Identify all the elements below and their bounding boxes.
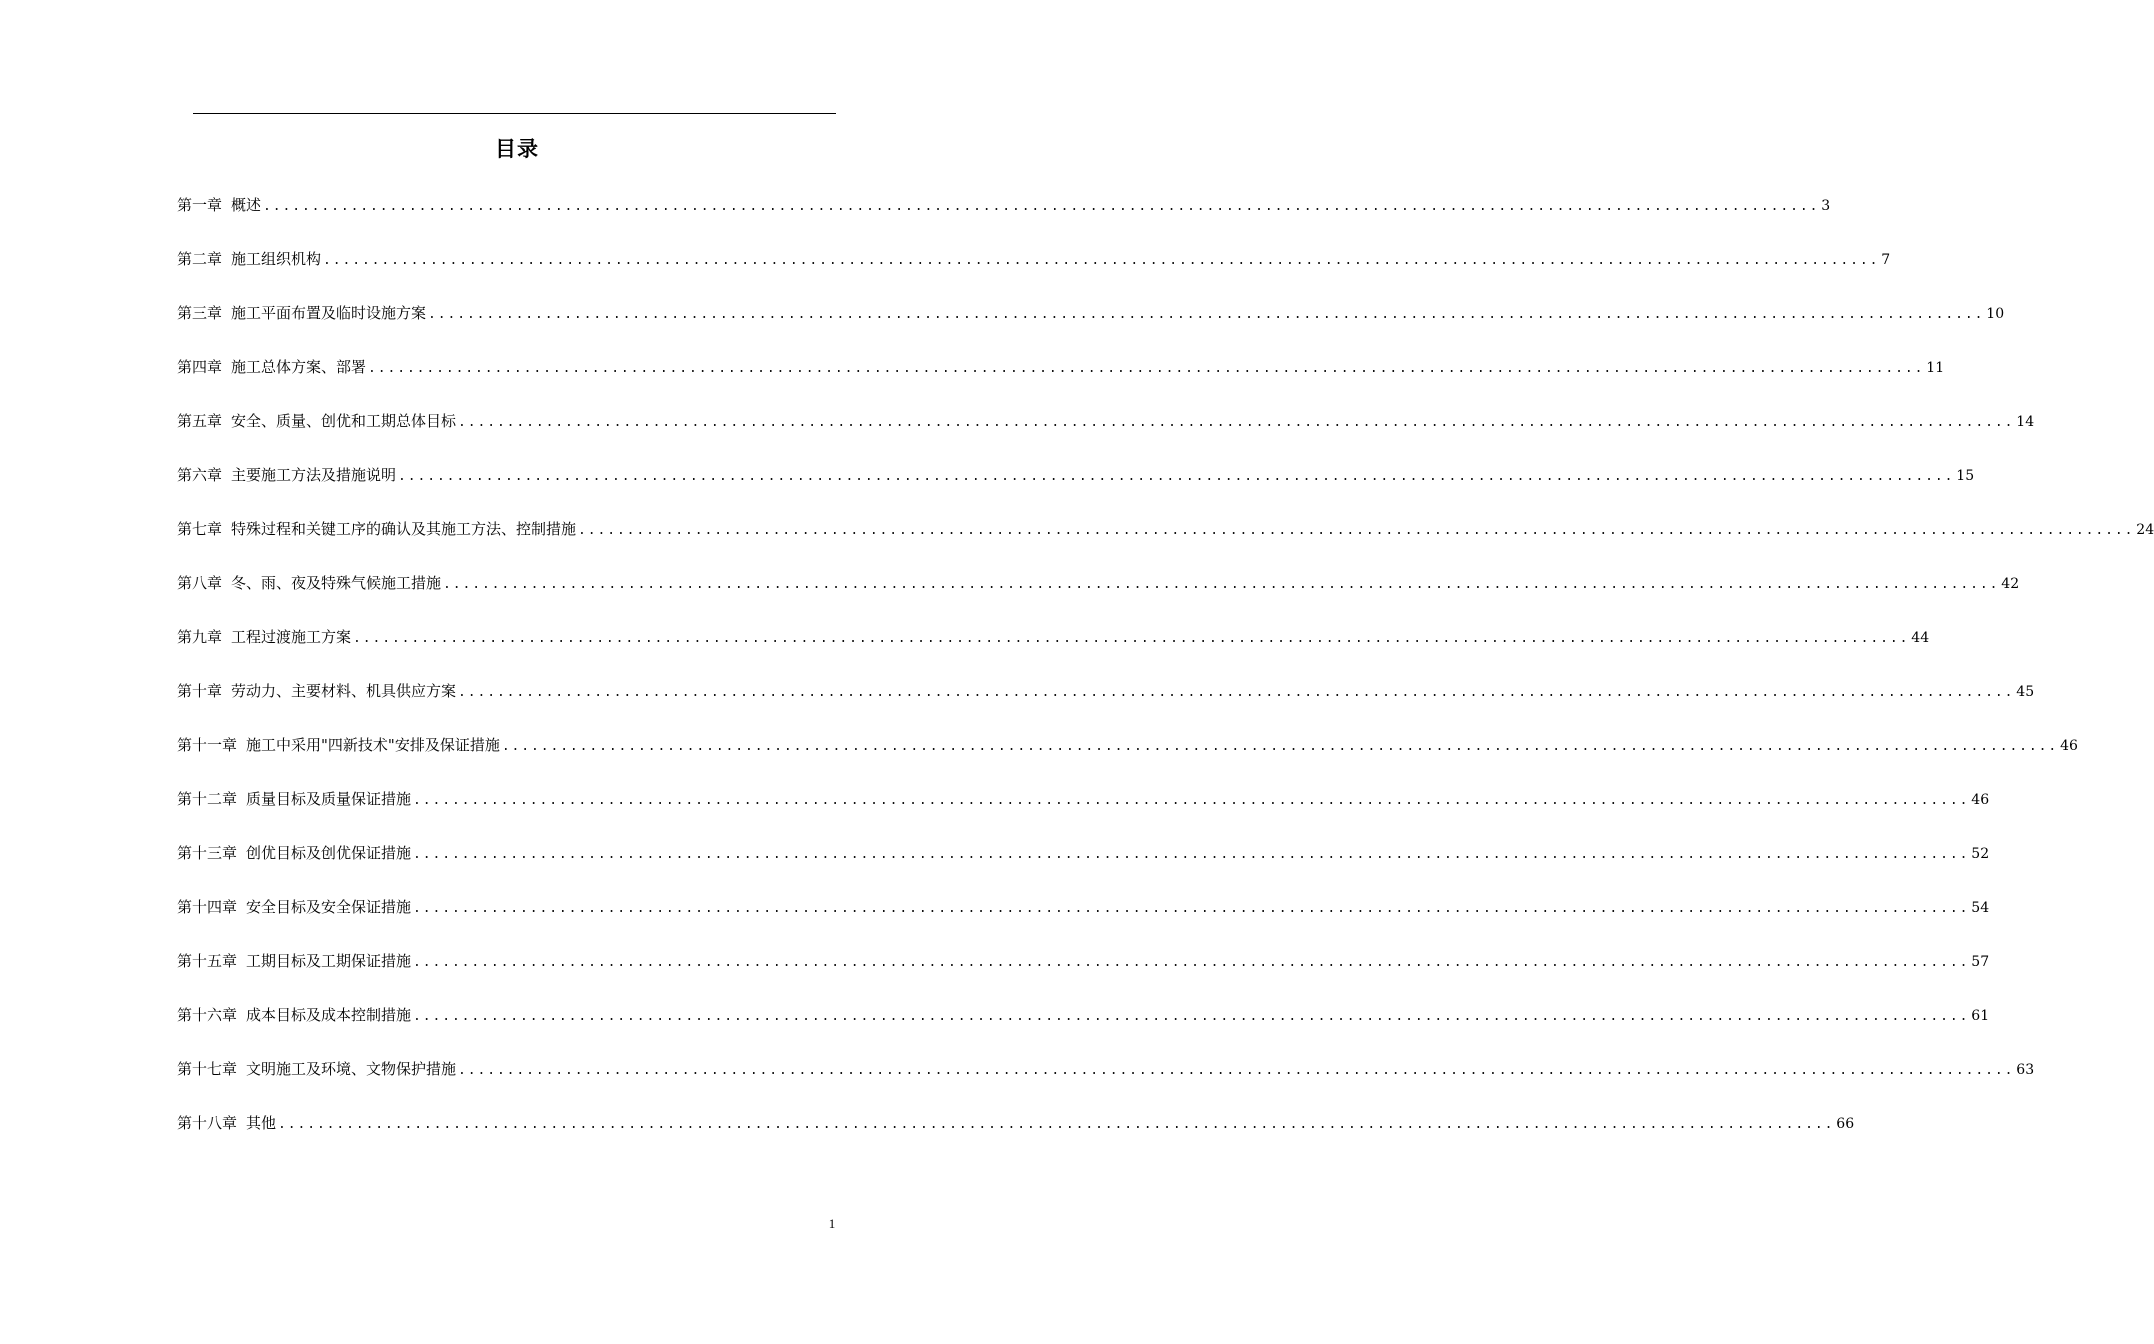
toc-entry[interactable] (177, 679, 2035, 733)
toc-page-number: 44 (1911, 630, 1930, 646)
toc-dot-leader: ................................................................................................................................................................ (501, 739, 2059, 754)
toc-heading: 劳动力、主要材料、机具供应方案 (231, 682, 457, 700)
toc-page-number: 3 (1821, 198, 1831, 214)
toc-dot-leader: ................................................................................................................................................................ (458, 1063, 2015, 1078)
toc-heading: 冬、雨、夜及特殊气候施工措施 (231, 574, 442, 592)
toc-entry[interactable] (177, 841, 1990, 895)
toc-heading: 质量目标及质量保证措施 (246, 790, 412, 808)
toc-entry[interactable] (177, 1057, 2035, 1111)
toc-chapter-label: 第十二章 (177, 790, 238, 808)
toc-entry[interactable] (177, 355, 1945, 409)
toc-chapter-label: 第九章 (177, 628, 223, 646)
toc-dot-leader: ................................................................................................................................................................ (398, 469, 1955, 484)
page-number: 1 (828, 1216, 836, 1231)
toc-entry[interactable] (177, 625, 1930, 679)
toc-dot-leader: ................................................................................................................................................................ (353, 631, 1910, 646)
toc-heading: 创优目标及创优保证措施 (246, 844, 412, 862)
toc-entry[interactable] (177, 949, 1990, 1003)
toc-page-number: 7 (1881, 252, 1891, 268)
toc-page-number: 54 (1971, 900, 1990, 916)
toc-page-number: 46 (2060, 738, 2078, 754)
toc-page-number: 61 (1971, 1008, 1990, 1024)
toc-dot-leader: ................................................................................................................................................................ (413, 901, 1970, 916)
toc-entry[interactable] (177, 1003, 1990, 1057)
toc-heading: 特殊过程和关键工序的确认及其施工方法、控制措施 (231, 520, 577, 538)
toc-entry[interactable] (177, 301, 2005, 355)
toc-entry[interactable] (177, 463, 1975, 517)
toc-chapter-label: 第五章 (177, 412, 223, 430)
toc-dot-leader: ................................................................................................................................................................ (428, 307, 1985, 322)
toc-heading: 施工总体方案、部署 (231, 358, 367, 376)
toc-page-number: 15 (1956, 468, 1975, 484)
toc-page-number: 66 (1836, 1116, 1855, 1132)
toc-page-number: 57 (1971, 954, 1990, 970)
toc-entry[interactable] (177, 571, 2020, 625)
toc-dot-leader: ................................................................................................................................................................ (578, 523, 2135, 538)
toc-dot-leader: ................................................................................................................................................................ (458, 685, 2015, 700)
toc-dot-leader: ................................................................................................................................................................ (278, 1117, 1835, 1132)
toc-page-number: 42 (2001, 576, 2020, 592)
toc-dot-leader: ................................................................................................................................................................ (323, 253, 1880, 268)
toc-heading: 概述 (231, 196, 262, 214)
toc-page-number: 52 (1971, 846, 1990, 862)
toc-page-number: 46 (1971, 792, 1990, 808)
toc-dot-leader: ................................................................................................................................................................ (443, 577, 2000, 592)
toc-page-number: 14 (2016, 414, 2035, 430)
toc-heading: 施工中采用"四新技术"安排及保证措施 (246, 736, 500, 754)
toc-chapter-label: 第七章 (177, 520, 223, 538)
toc-entry[interactable] (177, 409, 2035, 463)
toc-entry[interactable] (177, 895, 1990, 949)
toc-heading: 施工组织机构 (231, 250, 322, 268)
toc-chapter-label: 第十五章 (177, 952, 238, 970)
toc-dot-leader: ................................................................................................................................................................ (413, 793, 1970, 808)
toc-dot-leader: ................................................................................................................................................................ (413, 955, 1970, 970)
header-rule (193, 113, 836, 114)
toc-heading: 成本目标及成本控制措施 (246, 1006, 412, 1024)
toc-heading: 安全、质量、创优和工期总体目标 (231, 412, 457, 430)
toc-page-number: 63 (2016, 1062, 2035, 1078)
table-of-contents (177, 193, 2154, 1165)
toc-dot-leader: ................................................................................................................................................................ (458, 415, 2015, 430)
toc-entry[interactable] (177, 1111, 1855, 1165)
toc-chapter-label: 第十四章 (177, 898, 238, 916)
toc-heading: 其他 (246, 1114, 277, 1132)
toc-entry[interactable] (177, 247, 1891, 301)
toc-dot-leader: ................................................................................................................................................................ (263, 199, 1820, 214)
toc-heading: 工程过渡施工方案 (231, 628, 352, 646)
toc-chapter-label: 第三章 (177, 304, 223, 322)
toc-chapter-label: 第十八章 (177, 1114, 238, 1132)
toc-heading: 施工平面布置及临时设施方案 (231, 304, 427, 322)
toc-title: 目录 (495, 137, 539, 161)
toc-page-number: 10 (1986, 306, 2005, 322)
toc-entry[interactable] (177, 517, 2154, 571)
toc-entry[interactable] (177, 787, 1990, 841)
toc-dot-leader: ................................................................................................................................................................ (413, 1009, 1970, 1024)
toc-entry[interactable] (177, 733, 2078, 787)
toc-chapter-label: 第十七章 (177, 1060, 238, 1078)
toc-heading: 主要施工方法及措施说明 (231, 466, 397, 484)
toc-chapter-label: 第一章 (177, 196, 223, 214)
toc-chapter-label: 第六章 (177, 466, 223, 484)
toc-chapter-label: 第十一章 (177, 736, 238, 754)
toc-dot-leader: ................................................................................................................................................................ (368, 361, 1925, 376)
toc-chapter-label: 第八章 (177, 574, 223, 592)
toc-chapter-label: 第十章 (177, 682, 223, 700)
toc-chapter-label: 第十三章 (177, 844, 238, 862)
toc-page-number: 11 (1926, 360, 1945, 376)
toc-heading: 安全目标及安全保证措施 (246, 898, 412, 916)
toc-chapter-label: 第二章 (177, 250, 223, 268)
toc-chapter-label: 第四章 (177, 358, 223, 376)
toc-heading: 文明施工及环境、文物保护措施 (246, 1060, 457, 1078)
toc-dot-leader: ................................................................................................................................................................ (413, 847, 1970, 862)
toc-page-number: 45 (2016, 684, 2035, 700)
toc-page-number: 24 (2136, 522, 2154, 538)
toc-chapter-label: 第十六章 (177, 1006, 238, 1024)
toc-entry[interactable] (177, 193, 1831, 247)
toc-heading: 工期目标及工期保证措施 (246, 952, 412, 970)
